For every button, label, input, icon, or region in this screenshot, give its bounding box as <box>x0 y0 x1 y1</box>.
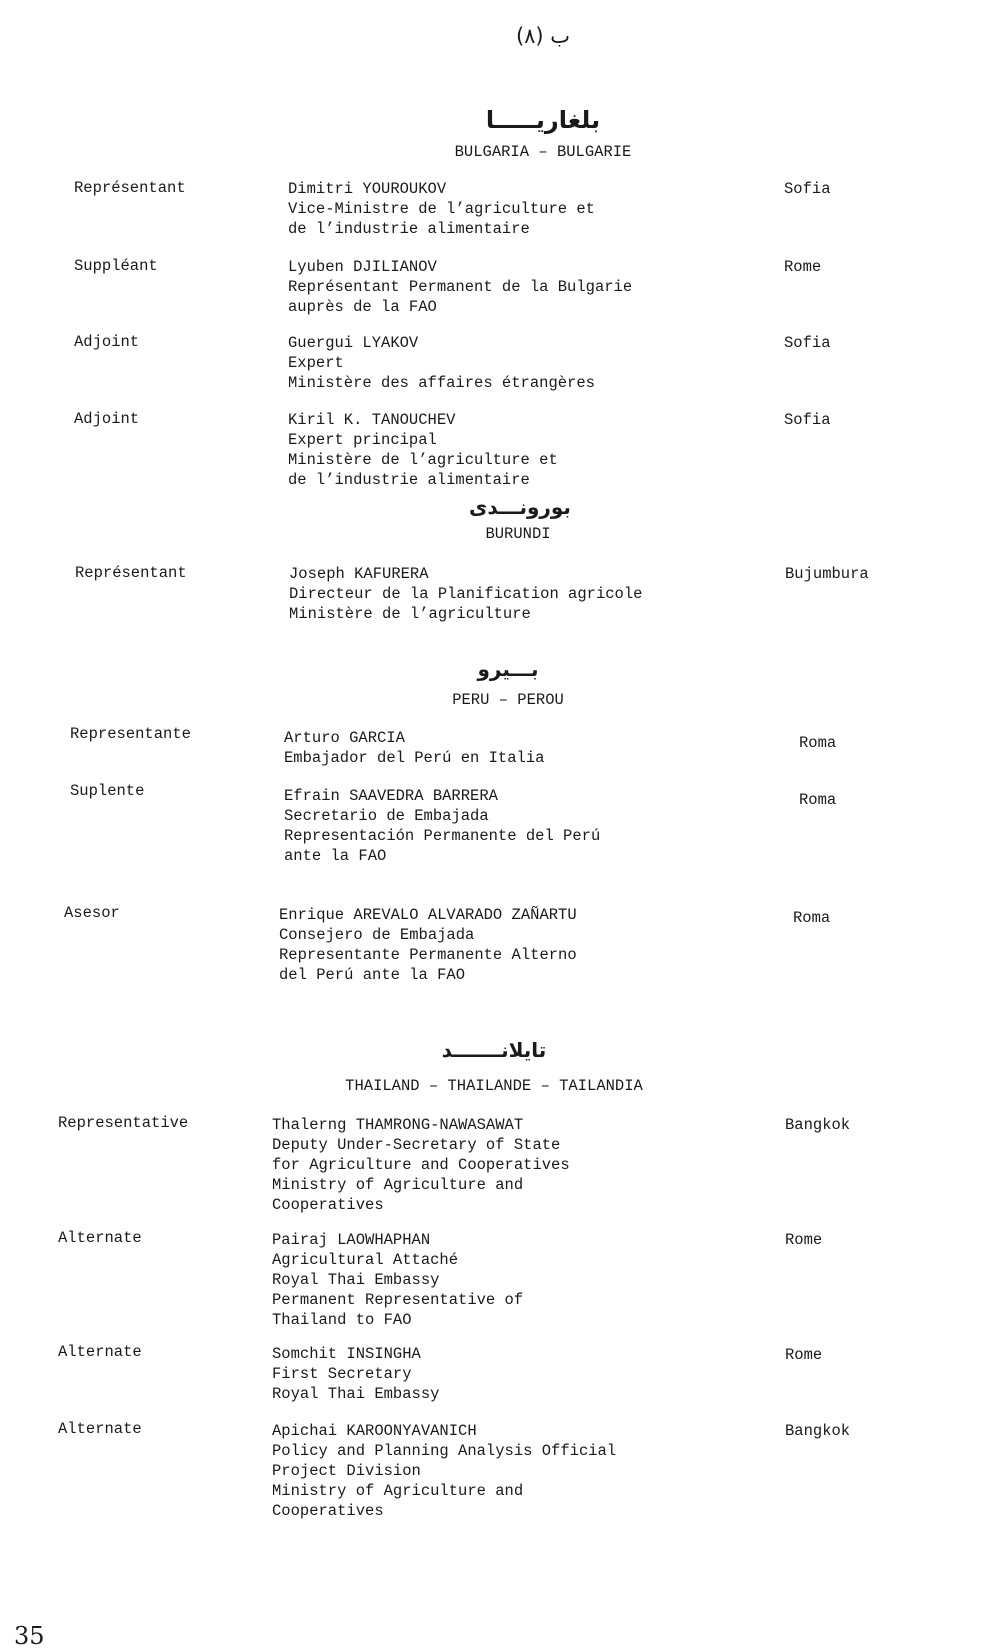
delegate-line: Royal Thai Embassy <box>272 1385 440 1403</box>
delegate-role: Representante <box>70 725 191 743</box>
delegate-role: Alternate <box>58 1229 142 1247</box>
delegate-line: Directeur de la Planification agricole <box>289 585 643 603</box>
delegate-line: Expert principal <box>288 431 437 449</box>
delegate-city: Sofia <box>784 411 831 429</box>
delegate-role: Suplente <box>70 782 145 800</box>
page-header: ب (٨) <box>515 24 571 48</box>
country-arabic-name: تايلانـــــــد <box>441 1038 547 1062</box>
country-arabic-name: بـــيرو <box>477 657 539 681</box>
delegate-line: Ministry of Agriculture and <box>272 1482 524 1500</box>
delegate-city: Roma <box>799 791 837 809</box>
delegate-line: del Perú ante la FAO <box>279 966 466 984</box>
delegate-details <box>272 1421 616 1521</box>
delegate-details <box>284 786 600 866</box>
delegate-role: Adjoint <box>74 410 140 428</box>
delegate-line: Representación Permanente del Perú <box>284 827 601 845</box>
delegate-role: Représentant <box>74 179 186 197</box>
country-heading: THAILAND – THAILANDE – TAILANDIA <box>345 1077 643 1095</box>
delegate-city: Sofia <box>784 334 831 352</box>
delegate-details <box>288 257 632 317</box>
delegate-details <box>289 564 642 624</box>
delegate-city: Rome <box>785 1346 823 1364</box>
delegate-line: Pairaj LAOWHAPHAN <box>272 1231 431 1249</box>
delegate-line: Policy and Planning Analysis Official <box>272 1442 617 1460</box>
delegate-line: Ministry of Agriculture and <box>272 1176 524 1194</box>
delegate-line: ante la FAO <box>284 847 387 865</box>
country-heading: PERU – PEROU <box>452 691 564 709</box>
delegate-line: Apichai KAROONYAVANICH <box>272 1422 477 1440</box>
delegate-role: Représentant <box>75 564 187 582</box>
delegate-details <box>284 728 544 768</box>
delegate-line: Royal Thai Embassy <box>272 1271 440 1289</box>
delegate-line: Ministère de l’agriculture et <box>288 451 558 469</box>
delegate-line: for Agriculture and Cooperatives <box>272 1156 570 1174</box>
delegate-city: Roma <box>799 734 837 752</box>
delegate-details <box>272 1344 439 1404</box>
delegate-line: Kiril K. TANOUCHEV <box>288 411 456 429</box>
delegate-city: Roma <box>793 909 831 927</box>
delegate-line: Deputy Under-Secretary of State <box>272 1136 561 1154</box>
delegate-details <box>279 905 577 985</box>
delegate-role: Representative <box>58 1114 189 1132</box>
delegate-role: Alternate <box>58 1420 142 1438</box>
delegate-details <box>272 1115 570 1215</box>
delegate-line: Agricultural Attaché <box>272 1251 459 1269</box>
delegate-line: Joseph KAFURERA <box>289 565 429 583</box>
delegate-line: Permanent Representative of <box>272 1291 524 1309</box>
delegate-line: Project Division <box>272 1462 421 1480</box>
delegate-city: Bujumbura <box>785 565 869 583</box>
delegate-line: Enrique AREVALO ALVARADO ZAÑARTU <box>279 906 577 924</box>
delegate-line: Somchit INSINGHA <box>272 1345 421 1363</box>
delegate-line: Thalerng THAMRONG-NAWASAWAT <box>272 1116 524 1134</box>
delegate-line: Consejero de Embajada <box>279 926 475 944</box>
delegate-line: Ministère des affaires étrangères <box>288 374 595 392</box>
country-heading: BULGARIA – BULGARIE <box>454 143 632 161</box>
delegate-line: Lyuben DJILIANOV <box>288 258 437 276</box>
page-number: 35 <box>14 1622 45 1650</box>
delegate-role: Alternate <box>58 1343 142 1361</box>
delegate-line: Representante Permanente Alterno <box>279 946 577 964</box>
delegate-line: Guergui LYAKOV <box>288 334 419 352</box>
delegate-line: First Secretary <box>272 1365 412 1383</box>
delegate-line: Embajador del Perú en Italia <box>284 749 545 767</box>
delegate-city: Bangkok <box>785 1422 851 1440</box>
delegate-line: Thailand to FAO <box>272 1311 412 1329</box>
delegate-line: Expert <box>288 354 344 372</box>
delegate-line: Efrain SAAVEDRA BARRERA <box>284 787 498 805</box>
delegate-details <box>272 1230 523 1330</box>
delegate-line: Dimitri YOUROUKOV <box>288 180 447 198</box>
delegate-role: Adjoint <box>74 333 140 351</box>
country-arabic-name: بورونـــدى <box>469 495 571 519</box>
delegate-line: Cooperatives <box>272 1502 384 1520</box>
delegate-line: Représentant Permanent de la Bulgarie <box>288 278 633 296</box>
delegate-role: Asesor <box>64 904 120 922</box>
delegate-details <box>288 179 595 239</box>
delegate-city: Rome <box>784 258 822 276</box>
delegate-role: Suppléant <box>74 257 158 275</box>
country-heading: BURUNDI <box>485 525 551 543</box>
delegate-line: Cooperatives <box>272 1196 384 1214</box>
delegate-line: auprès de la FAO <box>288 298 437 316</box>
delegate-line: Ministère de l’agriculture <box>289 605 531 623</box>
delegate-city: Sofia <box>784 180 831 198</box>
country-arabic-name: بلغاريـــــا <box>485 106 601 134</box>
delegate-line: Vice-Ministre de l’agriculture et <box>288 200 595 218</box>
delegate-city: Rome <box>785 1231 823 1249</box>
delegate-line: Secretario de Embajada <box>284 807 489 825</box>
delegate-details <box>288 333 595 393</box>
delegate-city: Bangkok <box>785 1116 851 1134</box>
delegate-line: de l’industrie alimentaire <box>288 471 530 489</box>
delegate-line: Arturo GARCIA <box>284 729 405 747</box>
delegate-details <box>288 410 558 490</box>
delegate-line: de l’industrie alimentaire <box>288 220 530 238</box>
